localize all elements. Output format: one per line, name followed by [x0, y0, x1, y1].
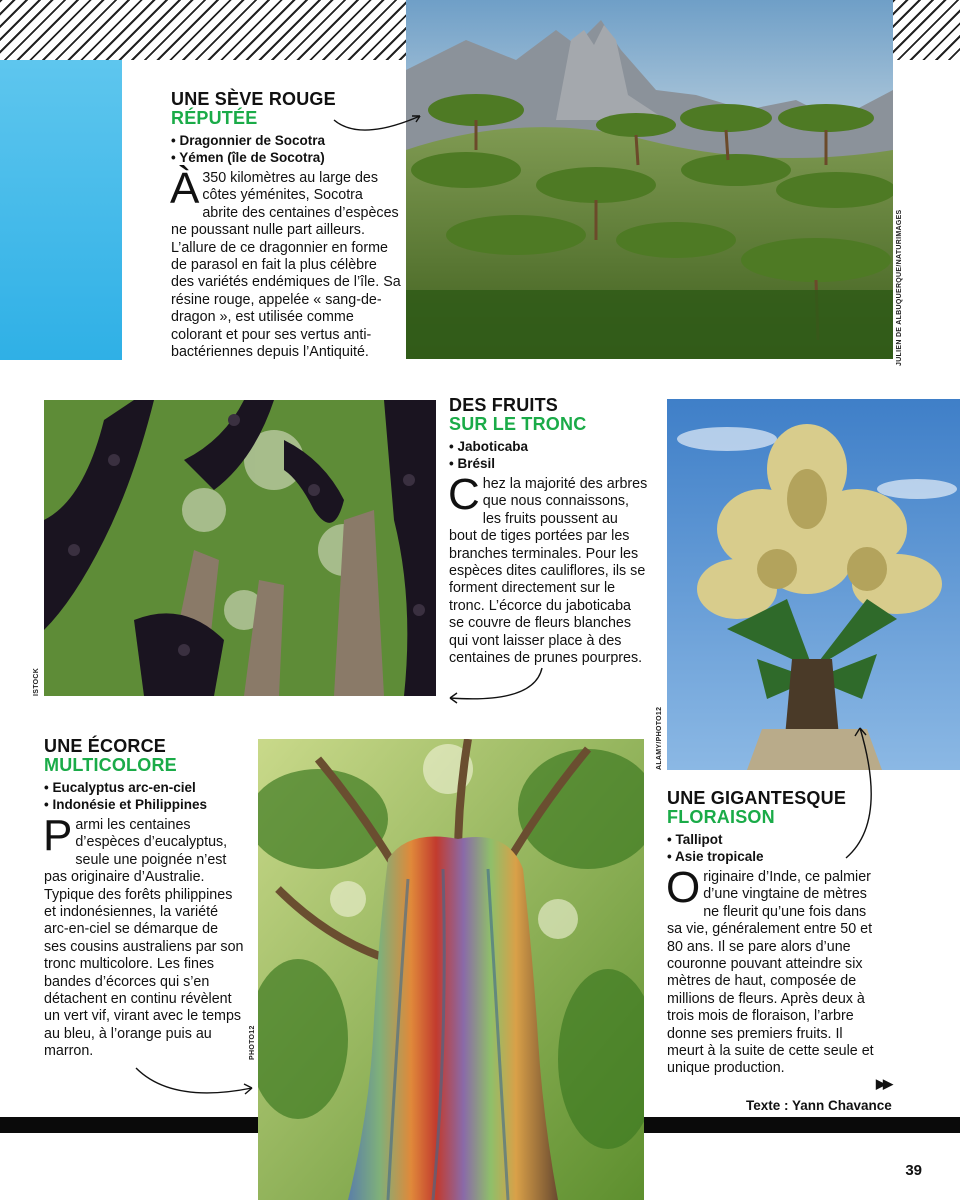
blue-color-block — [0, 60, 122, 360]
dropcap: À — [170, 164, 200, 213]
article-body — [448, 470, 649, 667]
article-body — [43, 811, 244, 1061]
rainbow-eucalyptus-photo — [258, 739, 644, 1200]
tree-location: • Brésil — [449, 455, 495, 471]
page-number: 39 — [905, 1162, 922, 1179]
dropcap: O — [666, 863, 701, 912]
article-title: UNE ÉCORCE — [44, 736, 167, 756]
tree-location: • Indonésie et Philippines — [44, 796, 208, 812]
hatch-band-right — [893, 0, 960, 60]
article-title-accent: FLORAISON — [667, 807, 775, 827]
article-body — [170, 164, 401, 361]
article-title: DES FRUITS — [449, 395, 559, 415]
credit-dragon: JULIEN DE ALBUQUERQUE/NATURIMAGES — [896, 209, 903, 366]
article-tallipot — [667, 789, 882, 1078]
next-page-marker: ▶▶ — [876, 1076, 890, 1091]
article-text: riginaire d’Inde, ce palmier d’une vingtaine de mètres ne fleurit qu’une fois dans sa vie, généralement entre 50 et 80 ans. Il se pare alors d’une couronne pouvant atteindre six mètres de haut, composée de millions de fleurs. Après deux à trois mois de floraison, l’arbre donne ses premiers fruits. Il meurt à la suite de cette seule et unique production. — [667, 869, 874, 1077]
dropcap: C — [448, 470, 480, 519]
article-eucalyptus — [44, 737, 244, 1061]
arrow-to-eucalyptus-photo — [132, 1060, 262, 1100]
article-title-accent: SUR LE TRONC — [449, 414, 587, 434]
tree-species: • Jaboticaba — [449, 439, 529, 454]
credit-eucalyptus: PHOTO12 — [249, 1025, 256, 1060]
dropcap: P — [43, 811, 73, 860]
article-text: 350 kilomètres au large des côtes yéménites, Socotra abrite des centaines d’espèces ne poussant nulle part ailleurs. L’allure de ce dragonnier en forme de parasol en fait la plus célèbre des variétés endémiques de l’île. Sa résine rouge, appelée « sang-de-dragon », est utilisée comme colorant et pour ses vertus anti-bactériennes depuis l’Antiquité. — [171, 170, 401, 361]
article-text: hez la majorité des arbres que nous connaissons, les fruits poussent au bout de tiges portées par les branches terminales. Pour les espèces dites cauliflores, ils se forment directement sur le tronc. L’écorce du jaboticaba se couvre de fleurs blanches qui vont laisser place à des centaines de prunes pourpres. — [449, 476, 648, 667]
tree-location: • Yémen (île de Socotra) — [171, 149, 325, 165]
article-text: armi les centaines d’espèces d’eucalyptus, seule une poignée n’est pas originaire d’Australie. Typique des forêts philippines et indonésiennes, la variété arc-en-ciel se démarque de ses cousins australiens par son tronc multicolore. Les fines bandes d’écorces qui s’en détachent en continu révèlent un vert vif, virant avec le temps au bleu, à l’orange puis au marron. — [44, 817, 244, 1060]
tallipot-photo — [667, 399, 960, 770]
article-jaboticaba — [449, 396, 649, 667]
arrow-to-dragon-photo — [330, 108, 430, 144]
tree-species: • Tallipot — [667, 832, 723, 847]
article-title: UNE GIGANTESQUE — [667, 788, 847, 808]
article-title: UNE SÈVE ROUGE — [171, 89, 336, 109]
arrow-to-jaboticaba-photo — [444, 664, 548, 706]
tree-species: • Dragonnier de Socotra — [171, 133, 326, 148]
article-title-accent: MULTICOLORE — [44, 755, 177, 775]
credit-tallipot: ALAMY/PHOTO12 — [656, 706, 663, 770]
tree-location: • Asie tropicale — [667, 848, 764, 864]
dragon-tree-photo — [406, 0, 893, 359]
jaboticaba-photo — [44, 400, 436, 696]
article-title-accent: RÉPUTÉE — [171, 108, 258, 128]
article-body — [666, 863, 882, 1078]
tree-species: • Eucalyptus arc-en-ciel — [44, 780, 196, 795]
hatch-band-left — [0, 0, 406, 60]
author-credit: Texte : Yann Chavance — [746, 1098, 892, 1113]
credit-jaboticaba: ISTOCK — [33, 667, 40, 696]
